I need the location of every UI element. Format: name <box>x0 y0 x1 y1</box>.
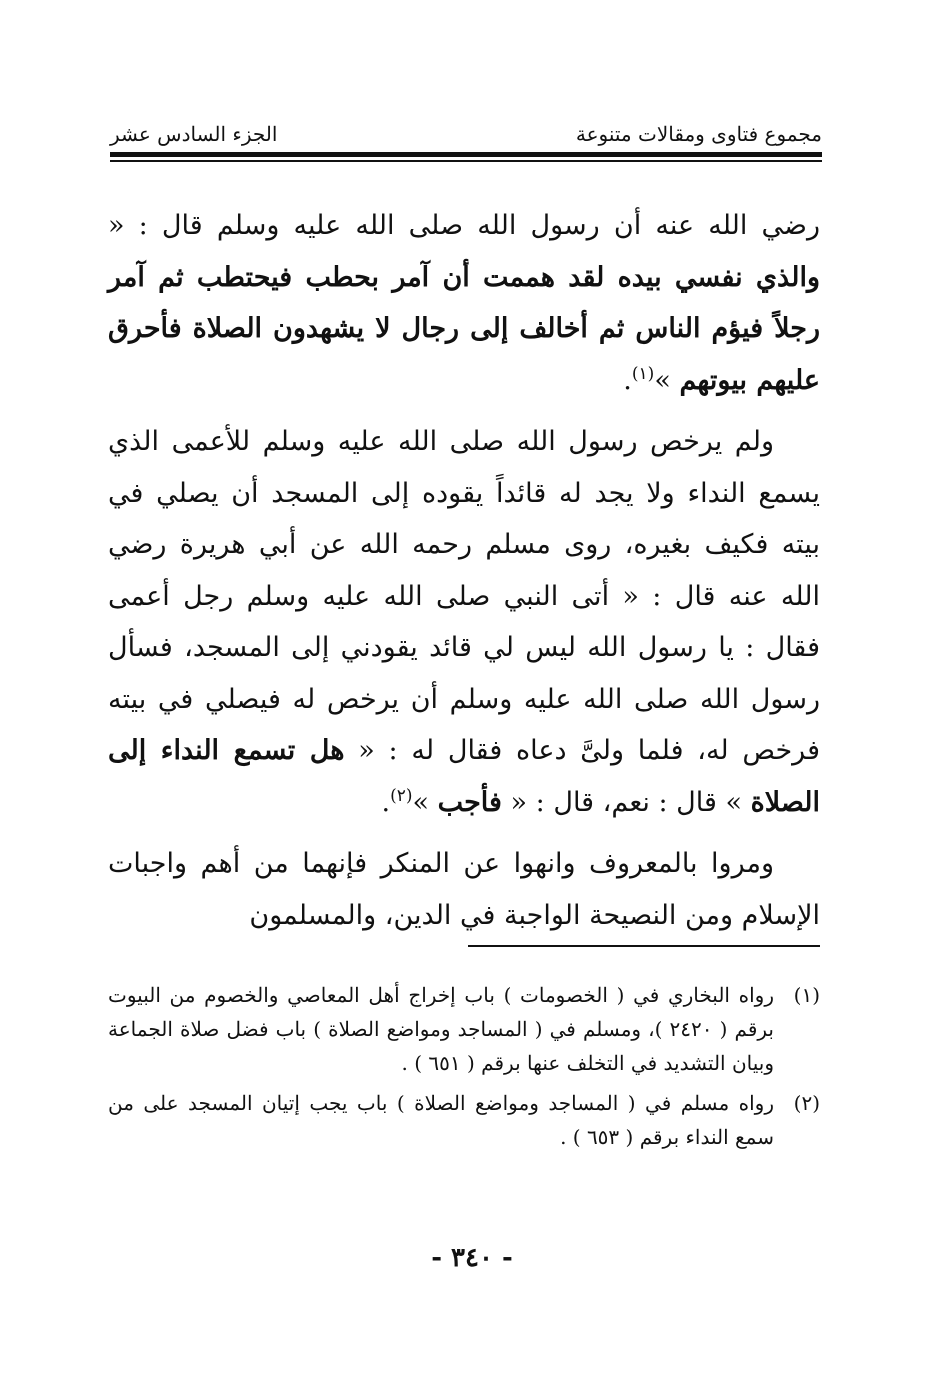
book-title: مجموع فتاوى ومقالات متنوعة <box>575 122 822 146</box>
p3-text: ومروا بالمعروف وانهوا عن المنكر فإنهما من أهم واجبات الإسلام ومن النصيحة الواجبة في الدين، والمسلمون <box>108 848 820 931</box>
p2-text: ولم يرخص رسول الله صلى الله عليه وسلم للأعمى الذي يسمع النداء ولا يجد له قائداً يقوده إلى المسجد أن يصلي في بيته فكيف بغيره، روى مسلم رحمه الله عن أبي هريرة رضي الله عنه قال : « أتى النبي صلى الله عليه وسلم رجل أعمى فقال : يا رسول الله ليس لي قائد يقودني إلى المسجد، فسأل رسول الله صلى الله عليه وسلم أن يرخص له فيصلي في بيته فرخص له، فلما ولىَّ دعاه فقال له : « <box>108 426 820 766</box>
footnote-ref-1: (١) <box>631 363 655 384</box>
footnotes <box>108 978 820 1160</box>
p1-end: . <box>623 364 632 396</box>
footnote-separator <box>468 945 820 947</box>
paragraph-3 <box>108 838 820 941</box>
p2-close-quote: » <box>412 786 430 818</box>
header-rule-thin <box>110 160 822 162</box>
p1-text: رضي الله عنه أن رسول الله صلى الله عليه وسلم قال : « <box>108 210 820 241</box>
header-rule-thick <box>110 152 822 157</box>
hadith-quote-3: فأجب <box>437 786 502 818</box>
running-header <box>110 112 822 146</box>
footnote-2 <box>108 1086 820 1154</box>
paragraph-2 <box>108 416 820 828</box>
volume-label: الجزء السادس عشر <box>110 122 278 146</box>
hadith-quote-1: والذي نفسي بيده لقد هممت أن آمر بحطب فيحتطب ثم آمر رجلاً فيؤم الناس ثم أخالف إلى رجال لا يشهدون الصلاة فأحرق عليهم بيوتهم <box>108 261 820 396</box>
p2-text-mid: » قال : نعم، قال : « <box>510 786 742 818</box>
p1-close-quote: » <box>654 364 671 396</box>
footnote-number: (٢) <box>793 1091 820 1115</box>
paragraph-1 <box>108 200 820 406</box>
footnote-1 <box>108 978 820 1080</box>
footnote-ref-2: (٢) <box>390 785 413 806</box>
p2-end: . <box>381 786 391 818</box>
page-number: - ٣٤٠ - <box>431 1243 513 1273</box>
footnote-text: رواه البخاري في ( الخصومات ) باب إخراج أهل المعاصي والخصوم من البيوت برقم ( ٢٤٢٠ )، ومسلم في ( المساجد ومواضع الصلاة ) باب فضل صلاة الجماعة وبيان التشديد في التخلف عنها برقم ( ٦٥١ ) . <box>108 983 774 1075</box>
hadith-quote-2: هل تسمع النداء إلى الصلاة <box>108 735 820 818</box>
main-text <box>108 200 820 951</box>
footnote-text: رواه مسلم في ( المساجد ومواضع الصلاة ) باب يجب إتيان المسجد على من سمع النداء برقم ( ٦٥٣ ) . <box>108 1091 774 1149</box>
footnote-number: (١) <box>793 983 820 1007</box>
